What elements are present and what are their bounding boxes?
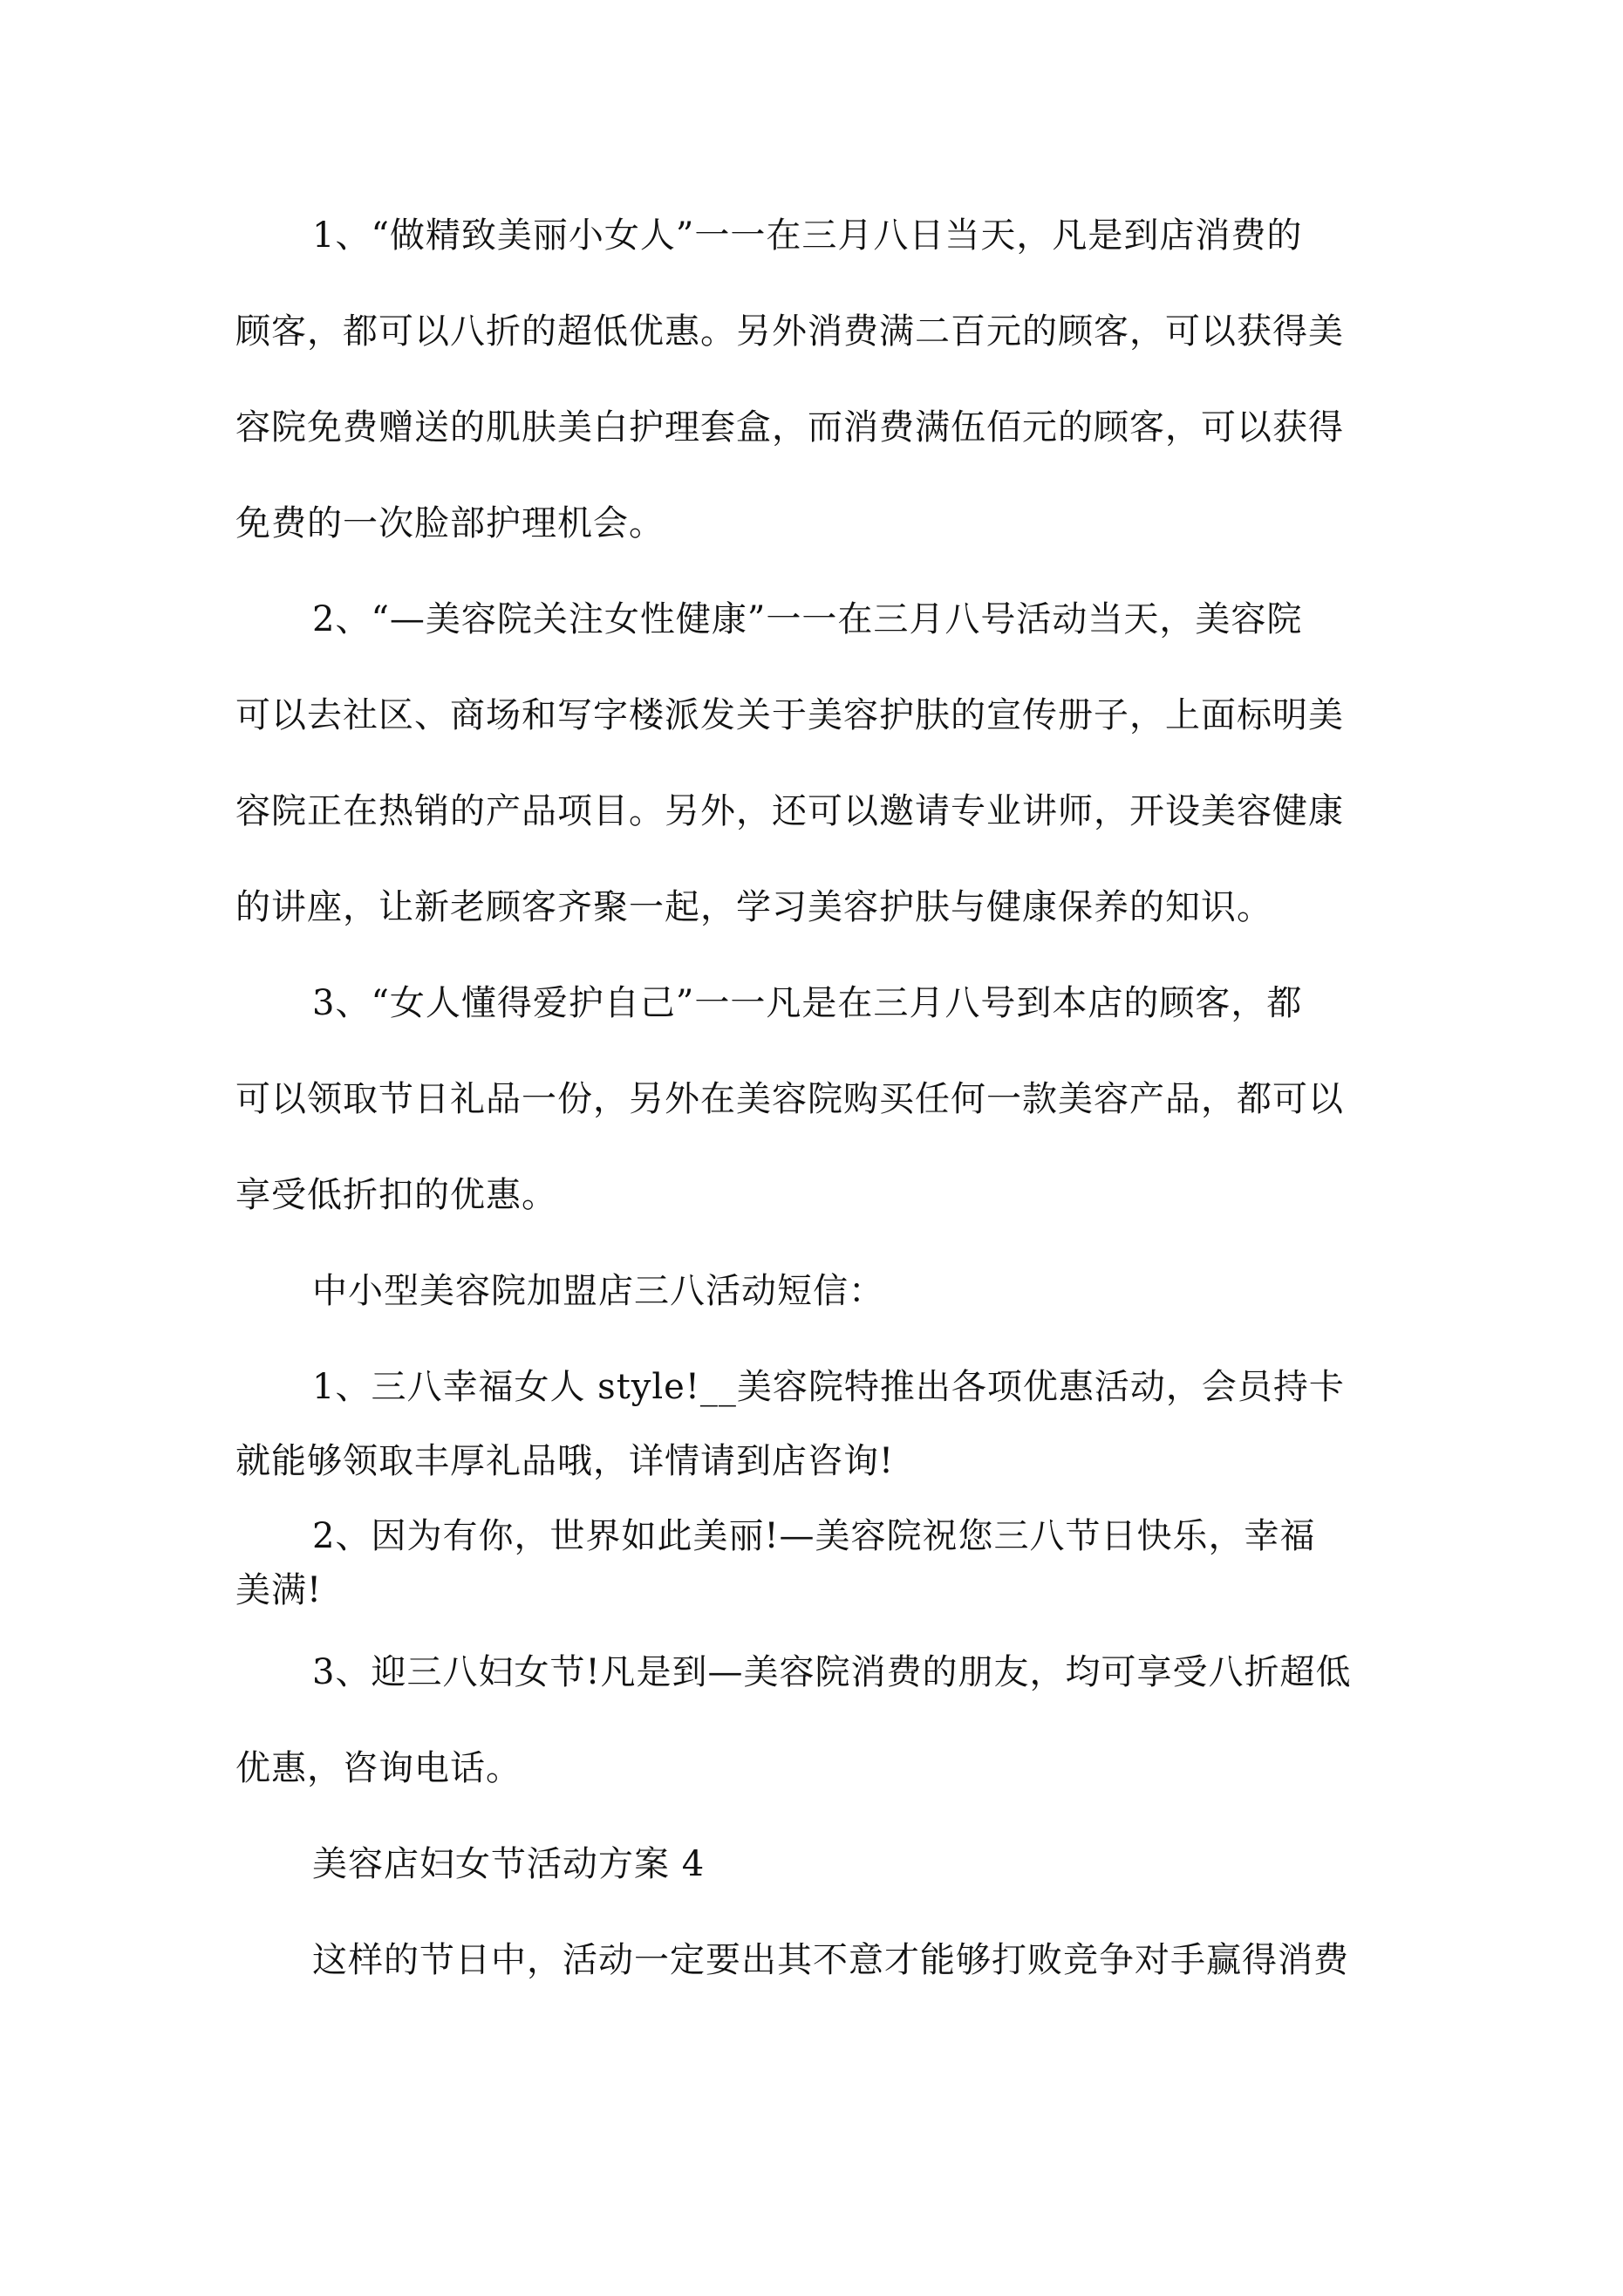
text-line: 优惠，咨询电话。	[235, 1748, 522, 1788]
text-line: 1、三八幸福女人 style!__美容院特推出各项优惠活动，会员持卡	[312, 1367, 1345, 1407]
text-line: 2、因为有你，世界如此美丽!—美容院祝您三八节日快乐，幸福	[312, 1516, 1316, 1556]
paragraph-1	[235, 188, 1404, 571]
paragraph-sms-heading	[235, 1243, 1404, 1339]
paragraph-sms-2	[235, 1509, 1404, 1617]
text-line: 美满!	[235, 1570, 323, 1610]
text-line: 可以领取节日礼品一份，另外在美容院购买任何一款美容产品，都可以	[235, 1079, 1344, 1119]
paragraph-sms-3	[235, 1624, 1404, 1816]
text-line: 中小型美容院加盟店三八活动短信：	[312, 1271, 884, 1311]
text-line: 3、“女人懂得爱护自己”一一凡是在三月八号到本店的顾客，都	[312, 983, 1303, 1023]
text-line: 美容店妇女节活动方案 4	[312, 1844, 706, 1884]
paragraph-sms-1	[235, 1339, 1404, 1505]
text-line: 3、迎三八妇女节!凡是到—美容院消费的朋友，均可享受八折超低	[312, 1652, 1352, 1692]
text-line: 容院免费赠送的肌肤美白护理套盒，而消费满伍佰元的顾客，可以获得	[235, 407, 1344, 448]
text-line: 的讲座，让新老顾客齐聚一起，学习美容护肤与健康保养的知识。	[235, 887, 1272, 927]
text-line: 免费的一次脸部护理机会。	[235, 503, 665, 543]
paragraph-2	[235, 571, 1404, 955]
text-line: 就能够领取丰厚礼品哦，详情请到店咨询!	[235, 1441, 895, 1481]
paragraph-3	[235, 955, 1404, 1243]
text-line: 容院正在热销的产品项目。另外，还可以邀请专业讲师，开设美容健康	[235, 791, 1344, 831]
paragraph-plan-intro	[235, 1912, 1404, 2008]
text-line: 2、“—美容院关注女性健康”一一在三月八号活动当天，美容院	[312, 599, 1303, 639]
text-line: 顾客，都可以八折的超低优惠。另外消费满二百元的顾客，可以获得美	[235, 311, 1344, 352]
text-line: 享受低折扣的优惠。	[235, 1175, 557, 1215]
text-line: 可以去社区、商场和写字楼派发关于美容护肤的宣传册子，上面标明美	[235, 695, 1344, 735]
section-heading	[235, 1816, 1404, 1912]
text-line: 1、“做精致美丽小女人”一一在三月八日当天，凡是到店消费的	[312, 215, 1303, 256]
text-line: 这样的节日中，活动一定要出其不意才能够打败竞争对手赢得消费	[312, 1940, 1349, 1980]
